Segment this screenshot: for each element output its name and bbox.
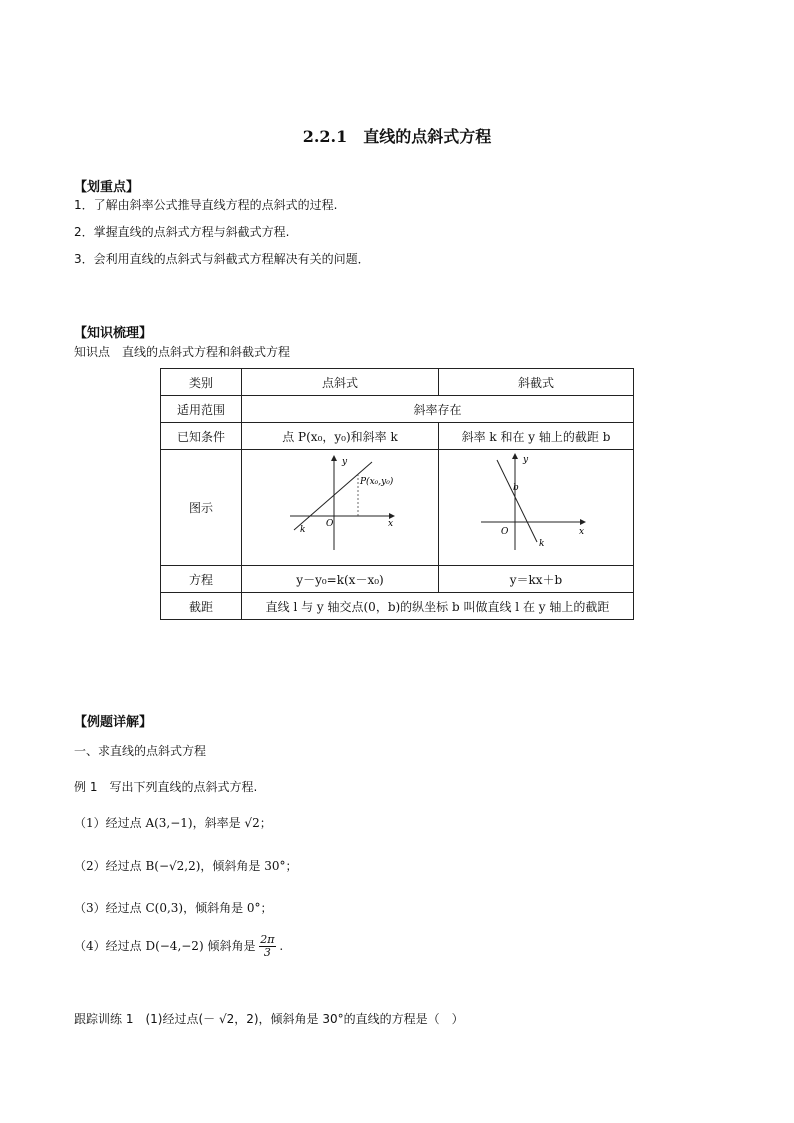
question-2: （2）经过点 B(−√2,2)，倾斜角是 30°； [74,859,298,873]
k-label: k [300,525,306,535]
figure-point-slope [242,450,439,566]
fraction-numerator: 2π [260,933,275,946]
table-cell: 方程 [161,566,242,593]
k-label: k [539,539,545,549]
table-row [161,423,634,450]
training-1: 跟踪训练 1 (1)经过点(－ √2，2)，倾斜角是 30°的直线的方程是（ ） [74,1012,464,1026]
figure-slope-intercept [439,450,634,566]
table-cell: 适用范围 [161,396,242,423]
table-row [161,369,634,396]
question-1: （1）经过点 A(3,−1)，斜率是 √2； [74,816,272,830]
knowledge-heading: 【知识梳理】 [74,326,153,341]
x-label: x [579,527,585,537]
table-cell: y－y₀=k(x－x₀) [242,566,439,593]
slope-intercept-graph [439,450,633,562]
fraction-denominator: 3 [263,946,271,959]
x-label: x [388,519,394,529]
question-4 [74,934,283,959]
table-cell: 已知条件 [161,423,242,450]
table-cell: 图示 [161,450,242,566]
example-1: 例 1 写出下列直线的点斜式方程. [74,780,258,794]
focus-item-3: 3．会利用直线的点斜式与斜截式方程解决有关的问题． [74,252,370,266]
focus-heading: 【划重点】 [74,180,140,195]
question-4-text: （4）经过点 D(−4,−2) 倾斜角是 [74,939,256,953]
table-header: 斜截式 [439,369,634,396]
question-3: （3）经过点 C(0,3)，倾斜角是 0°； [74,901,273,915]
y-label: y [523,455,529,465]
knowledge-point: 知识点 直线的点斜式方程和斜截式方程 [74,345,291,359]
examples-heading: 【例题详解】 [74,715,153,730]
fraction [259,934,275,959]
table-header: 点斜式 [242,369,439,396]
table-cell: 点 P(x₀，y₀)和斜率 k [242,423,439,450]
table-cell: 直线 l 与 y 轴交点(0，b)的纵坐标 b 叫做直线 l 在 y 轴上的截距 [242,593,634,620]
table-row [161,450,634,566]
point-slope-graph [242,450,438,562]
table-cell: 斜率存在 [242,396,634,423]
table-row [161,396,634,423]
table-cell: 斜率 k 和在 y 轴上的截距 b [439,423,634,450]
origin-label: O [501,527,509,537]
b-label: b [513,483,519,493]
table-cell: y＝kx＋b [439,566,634,593]
examples-subheading: 一、求直线的点斜式方程 [74,744,207,758]
page-title: 2.2.1 直线的点斜式方程 [302,127,492,146]
focus-item-2: 2．掌握直线的点斜式方程与斜截式方程. [74,225,290,239]
y-label: y [342,457,348,467]
table-cell: 截距 [161,593,242,620]
knowledge-table [160,368,634,620]
table-row [161,593,634,620]
origin-label: O [326,519,334,529]
table-row [161,566,634,593]
focus-item-1: 1．了解由斜率公式推导直线方程的点斜式的过程. [74,198,338,212]
p-label: P(x₀,y₀) [360,477,394,487]
question-4-end: . [279,939,284,953]
table-header: 类别 [161,369,242,396]
